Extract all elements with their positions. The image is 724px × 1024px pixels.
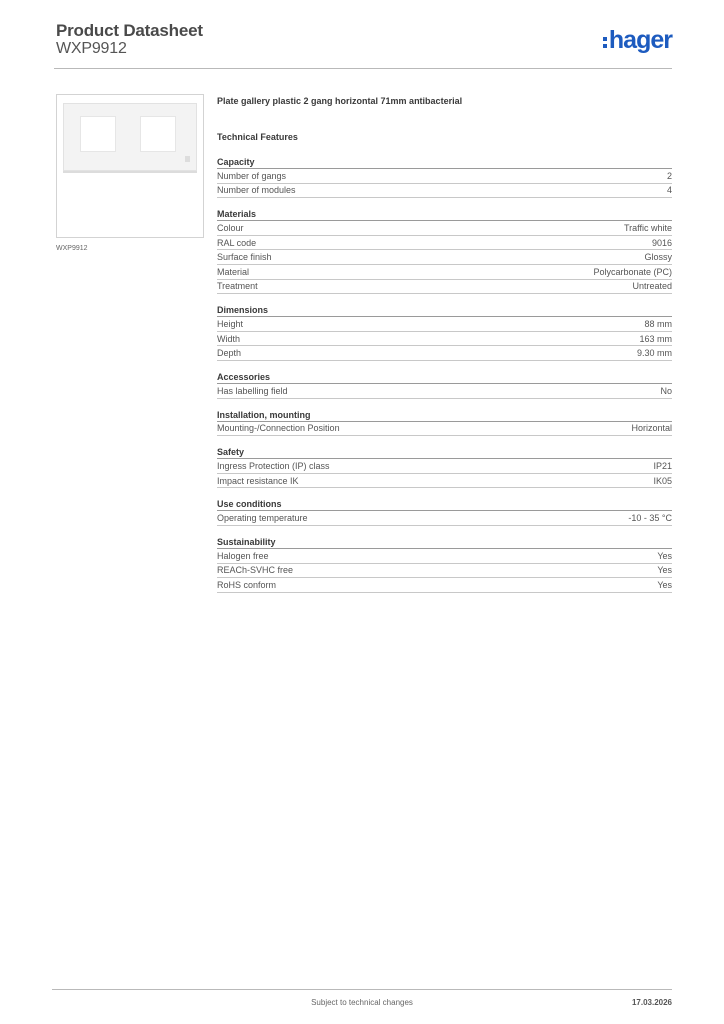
section-title: Accessories (217, 371, 672, 384)
spec-label: Surface finish (217, 252, 272, 263)
header-divider (54, 68, 672, 69)
spec-value: Glossy (644, 252, 672, 263)
spec-label: Treatment (217, 281, 258, 292)
spec-section (217, 446, 672, 488)
footer-note: Subject to technical changes (311, 998, 413, 1007)
spec-label: Height (217, 318, 244, 329)
spec-value: 9016 (651, 237, 672, 248)
plate-edge (63, 171, 197, 173)
spec-label: Depth (217, 348, 242, 359)
spec-sections (217, 156, 672, 593)
spec-value: 4 (666, 185, 672, 196)
logo-dots-icon (603, 37, 607, 48)
spec-label: Number of gangs (217, 170, 287, 181)
plate-marker (185, 156, 190, 162)
spec-row (217, 384, 672, 399)
spec-row (217, 549, 672, 564)
spec-row (217, 578, 672, 593)
spec-label: Colour (217, 222, 244, 233)
spec-section (217, 536, 672, 593)
spec-value: No (660, 385, 672, 396)
footer-date: 17.03.2026 (631, 998, 672, 1007)
spec-section (217, 156, 672, 198)
product-description: Plate gallery plastic 2 gang horizontal 71mm antibacterial (217, 96, 463, 106)
product-image (56, 94, 204, 238)
spec-value: IK05 (653, 475, 672, 486)
spec-content (217, 94, 672, 593)
spec-row (217, 459, 672, 474)
spec-label: Material (217, 266, 250, 277)
section-title: Sustainability (217, 536, 672, 549)
spec-label: RoHS conform (217, 579, 277, 590)
spec-row (217, 265, 672, 280)
spec-label: Halogen free (217, 550, 269, 561)
spec-label: Number of modules (217, 185, 296, 196)
spec-label: Has labelling field (217, 385, 288, 396)
spec-row (217, 332, 672, 347)
image-caption: WXP9912 (56, 245, 88, 252)
spec-value: 9.30 mm (636, 348, 672, 359)
spec-value: IP21 (653, 460, 672, 471)
section-title: Installation, mounting (217, 409, 672, 422)
logo-text: hager (608, 25, 672, 54)
product-reference: WXP9912 (56, 40, 127, 57)
spec-section (217, 208, 672, 294)
spec-label: Ingress Protection (IP) class (217, 460, 330, 471)
spec-value: Yes (657, 550, 672, 561)
section-title: Safety (217, 446, 672, 459)
spec-row (217, 346, 672, 361)
spec-value: 163 mm (639, 333, 672, 344)
spec-value: 2 (666, 170, 672, 181)
section-title: Dimensions (217, 304, 672, 317)
spec-value: Polycarbonate (PC) (593, 266, 672, 277)
spec-row (217, 221, 672, 236)
spec-value: Untreated (632, 281, 672, 292)
spec-section (217, 371, 672, 399)
spec-label: Impact resistance IK (217, 475, 299, 486)
spec-section (217, 304, 672, 361)
plate-opening-left (80, 116, 116, 152)
spec-value: Traffic white (623, 222, 672, 233)
spec-value: 88 mm (644, 318, 672, 329)
spec-row (217, 236, 672, 251)
spec-value: Yes (657, 565, 672, 576)
spec-row (217, 422, 672, 437)
spec-row (217, 564, 672, 579)
footer-divider (52, 989, 672, 990)
spec-label: REACh-SVHC free (217, 565, 294, 576)
spec-row (217, 184, 672, 199)
section-title: Capacity (217, 156, 672, 169)
spec-row (217, 250, 672, 265)
document-title: Product Datasheet (56, 21, 203, 40)
spec-section (217, 498, 672, 526)
cover-plate-illustration (63, 103, 197, 171)
spec-value: Yes (657, 579, 672, 590)
spec-row (217, 474, 672, 489)
spec-label: Operating temperature (217, 513, 308, 524)
spec-value: Horizontal (631, 423, 672, 434)
technical-features-heading: Technical Features (217, 132, 298, 142)
plate-opening-right (140, 116, 176, 152)
spec-row (217, 280, 672, 295)
spec-label: Width (217, 333, 241, 344)
document-header (56, 20, 672, 70)
spec-row (217, 317, 672, 332)
spec-row (217, 169, 672, 184)
section-title: Use conditions (217, 498, 672, 511)
hager-logo (603, 24, 672, 56)
spec-label: RAL code (217, 237, 257, 248)
spec-value: -10 - 35 °C (628, 513, 672, 524)
spec-label: Mounting-/Connection Position (217, 423, 340, 434)
spec-section (217, 409, 672, 437)
spec-row (217, 511, 672, 526)
section-title: Materials (217, 208, 672, 221)
